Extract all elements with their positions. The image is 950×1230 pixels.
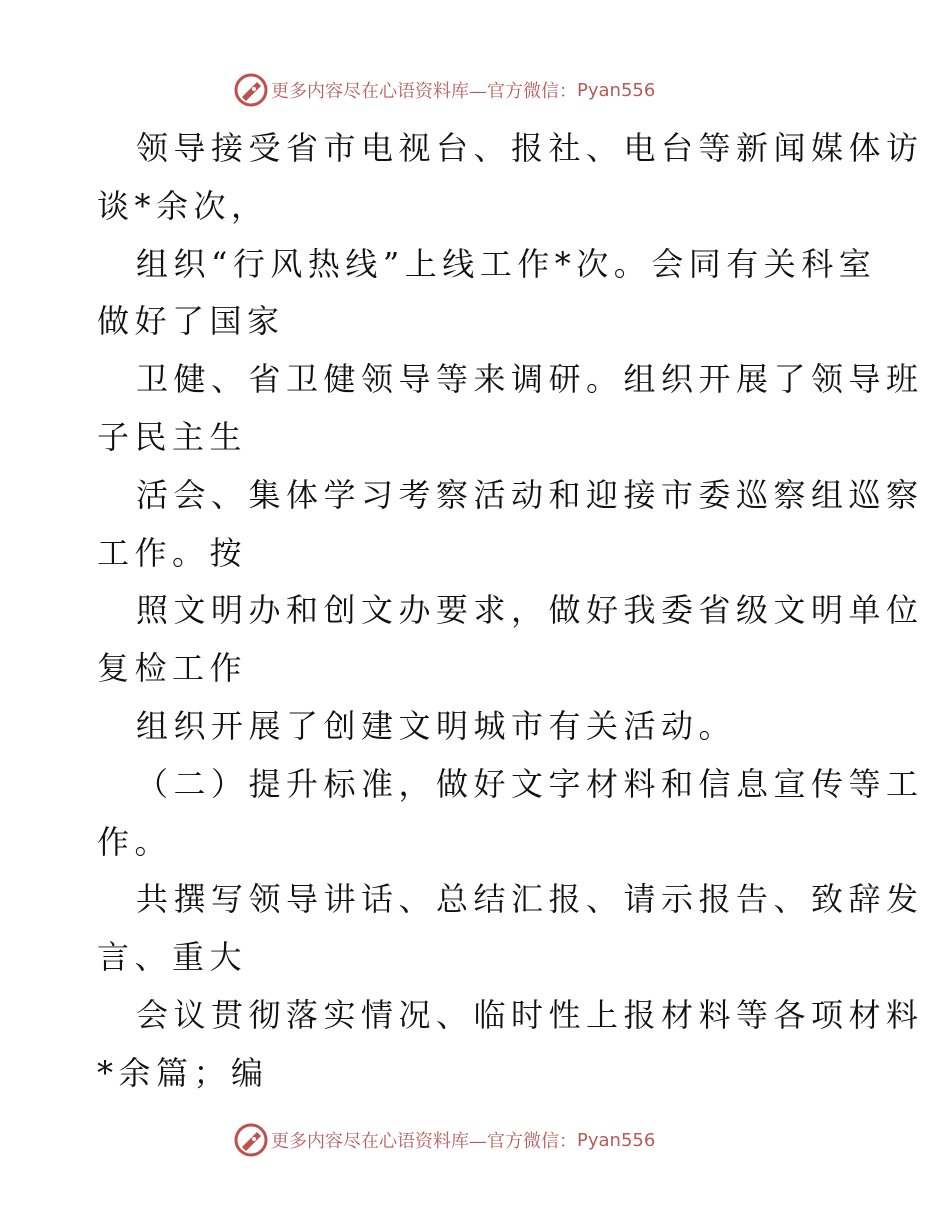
body-line: 复检工作 xyxy=(97,649,248,687)
body-line: 工作。按 xyxy=(97,534,248,572)
body-line: 共撰写领导讲话、总结汇报、请示报告、致辞发 xyxy=(136,880,924,918)
body-line: 照文明办和创文办要求，做好我委省级文明单位 xyxy=(136,591,924,629)
body-line: 谈*余次， xyxy=(97,187,269,225)
watermark-wechat-id: Pyan556 xyxy=(577,79,656,101)
body-line: 卫健、省卫健领导等来调研。组织开展了领导班 xyxy=(136,360,924,398)
body-line: 言、重大 xyxy=(97,938,248,976)
body-line: 做好了国家 xyxy=(97,302,285,340)
footer-watermark xyxy=(233,1122,655,1158)
pen-nib-logo-icon xyxy=(233,72,269,108)
body-line: 子民主生 xyxy=(97,418,248,456)
body-line: 领导接受省市电视台、报社、电台等新闻媒体访 xyxy=(136,129,924,167)
body-line: 组织开展了创建文明城市有关活动。 xyxy=(136,707,737,745)
watermark-text: 更多内容尽在心语资料库—官方微信： xyxy=(271,81,577,102)
header-watermark xyxy=(233,72,655,108)
watermark-text: 更多内容尽在心语资料库—官方微信： xyxy=(271,1131,577,1152)
body-line: 活会、集体学习考察活动和迎接市委巡察组巡察 xyxy=(136,476,924,514)
body-line: 组织“行风热线”上线工作*次。会同有关科室 xyxy=(136,245,877,283)
watermark-wechat-id: Pyan556 xyxy=(577,1129,656,1151)
pen-nib-logo-icon xyxy=(233,1122,269,1158)
body-line: *余篇；编 xyxy=(97,1054,269,1092)
body-line: 作。 xyxy=(97,823,173,861)
body-line: （二）提升标准，做好文字材料和信息宣传等工 xyxy=(136,765,924,803)
body-line: 会议贯彻落实情况、临时性上报材料等各项材料 xyxy=(136,996,924,1034)
